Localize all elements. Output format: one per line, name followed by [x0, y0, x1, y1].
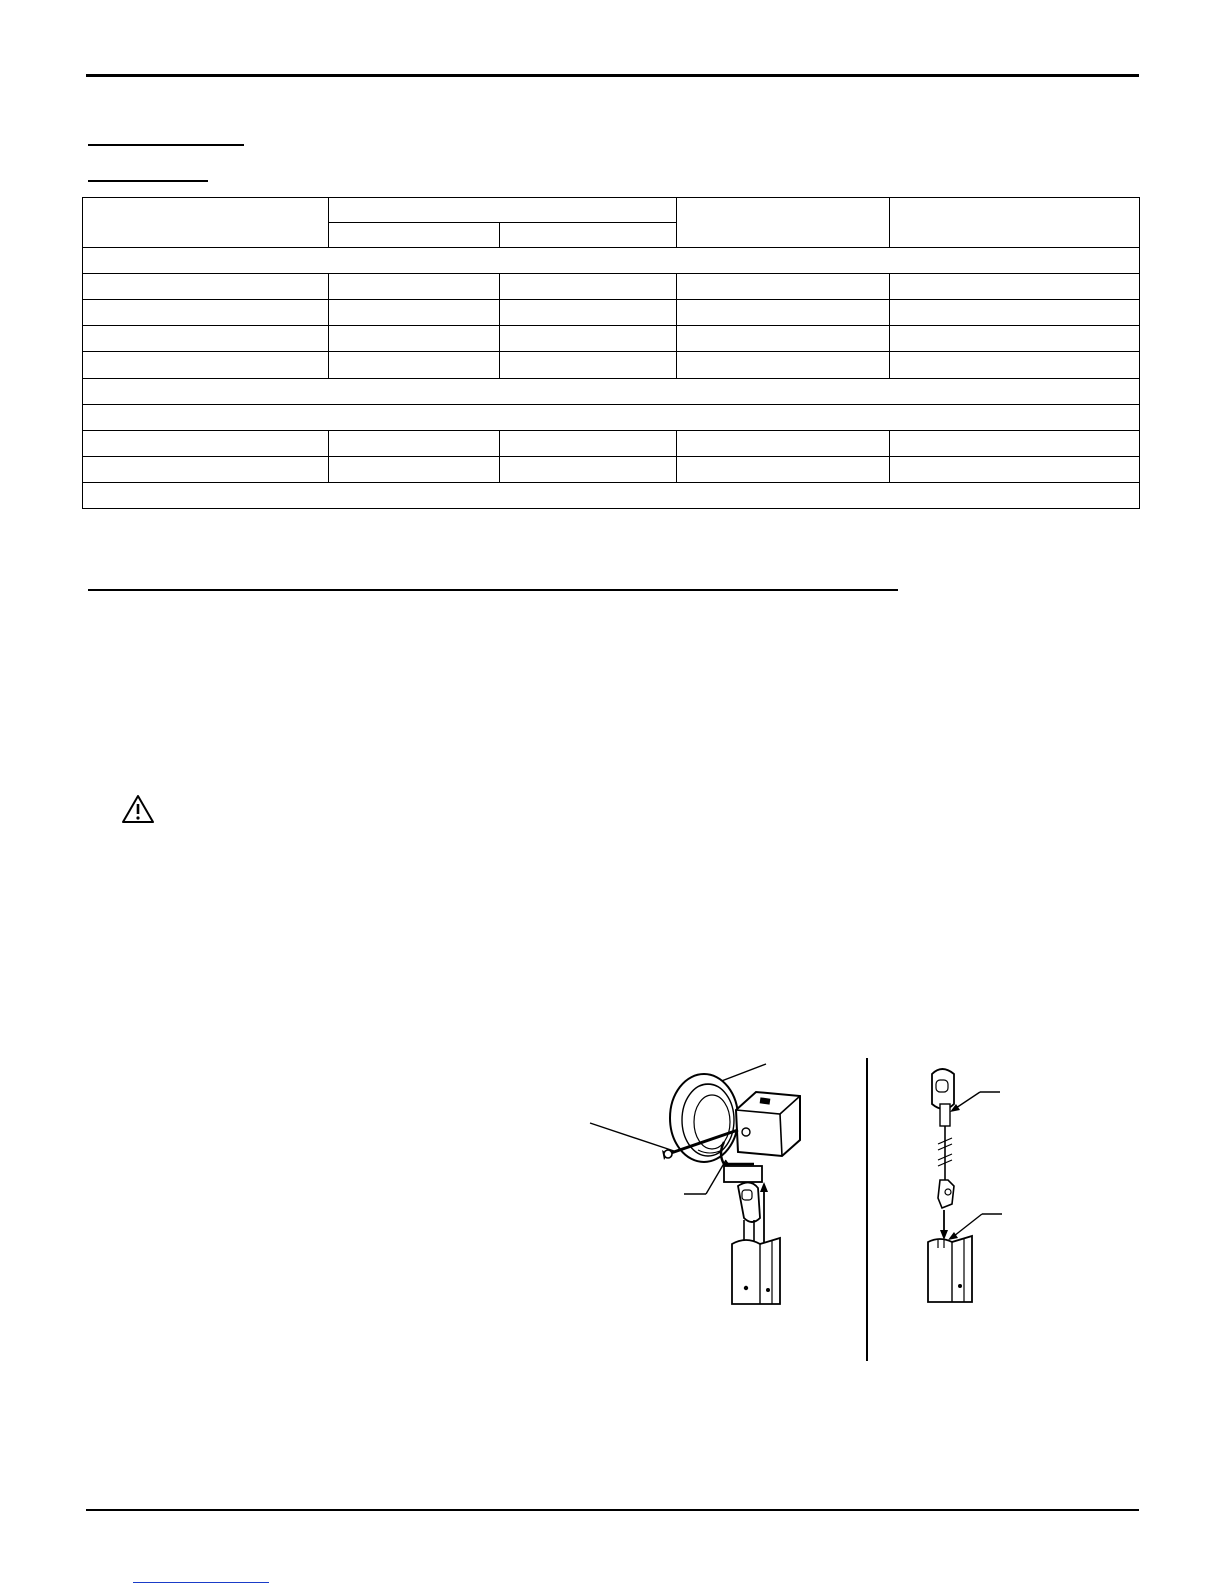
table-cell: [890, 300, 1140, 326]
table-cell: [83, 326, 329, 352]
table-header-cell: [329, 198, 677, 223]
section-heading-underline: [88, 144, 244, 146]
table-cell: [890, 326, 1140, 352]
table-cell: [83, 456, 329, 482]
table-cell: [329, 274, 500, 300]
table-row: [83, 274, 1140, 300]
table-cell: [329, 326, 500, 352]
table-cell: [83, 248, 1140, 274]
table-cell: [83, 378, 1140, 404]
table-cell: [500, 326, 677, 352]
table-row: [83, 326, 1140, 352]
table-cell: [83, 274, 329, 300]
table-cell: [890, 430, 1140, 456]
table-header-cell: [500, 223, 677, 248]
table-cell: [500, 456, 677, 482]
table-header-row: [83, 198, 1140, 223]
table-cell: [329, 430, 500, 456]
table-cell: [500, 352, 677, 378]
subsection-heading-underline: [88, 180, 208, 182]
table-row: [83, 300, 1140, 326]
warning-triangle-icon: [121, 794, 155, 824]
section-heading-underline: [88, 589, 898, 591]
table-cell: [83, 300, 329, 326]
table-cell: [83, 352, 329, 378]
table-cell: [329, 300, 500, 326]
table-cell: [677, 326, 890, 352]
table-cell: [677, 274, 890, 300]
wand-insertion-illustration: [920, 1068, 1020, 1323]
table-header-cell: [677, 198, 890, 248]
table-cell: [677, 456, 890, 482]
table-cell: [890, 352, 1140, 378]
leader-line: [590, 1123, 674, 1151]
table-cell: [677, 352, 890, 378]
table-group-row: [83, 404, 1140, 430]
specification-table: [82, 197, 1140, 509]
table-group-row: [83, 378, 1140, 404]
table-group-row: [83, 248, 1140, 274]
table-cell: [677, 430, 890, 456]
bracket-attachment-illustration: [588, 1058, 848, 1323]
table-cell: [329, 352, 500, 378]
table-footnote-row: [83, 482, 1140, 508]
figure-divider: [866, 1058, 868, 1361]
table-cell: [500, 300, 677, 326]
footer-link[interactable]: [133, 1568, 269, 1583]
table-row: [83, 430, 1140, 456]
header-rule: [86, 74, 1139, 77]
table-cell: [677, 300, 890, 326]
table-cell: [83, 404, 1140, 430]
table-row: [83, 456, 1140, 482]
footer-rule: [86, 1509, 1139, 1511]
table-header-cell: [83, 198, 329, 248]
table-header-cell: [329, 223, 500, 248]
table-cell: [890, 274, 1140, 300]
table-cell: [83, 430, 329, 456]
table-cell: [500, 274, 677, 300]
table-cell: [500, 430, 677, 456]
table-row: [83, 352, 1140, 378]
table-cell: [83, 482, 1140, 508]
table-cell: [329, 456, 500, 482]
table-header-cell: [890, 198, 1140, 248]
table-cell: [890, 456, 1140, 482]
